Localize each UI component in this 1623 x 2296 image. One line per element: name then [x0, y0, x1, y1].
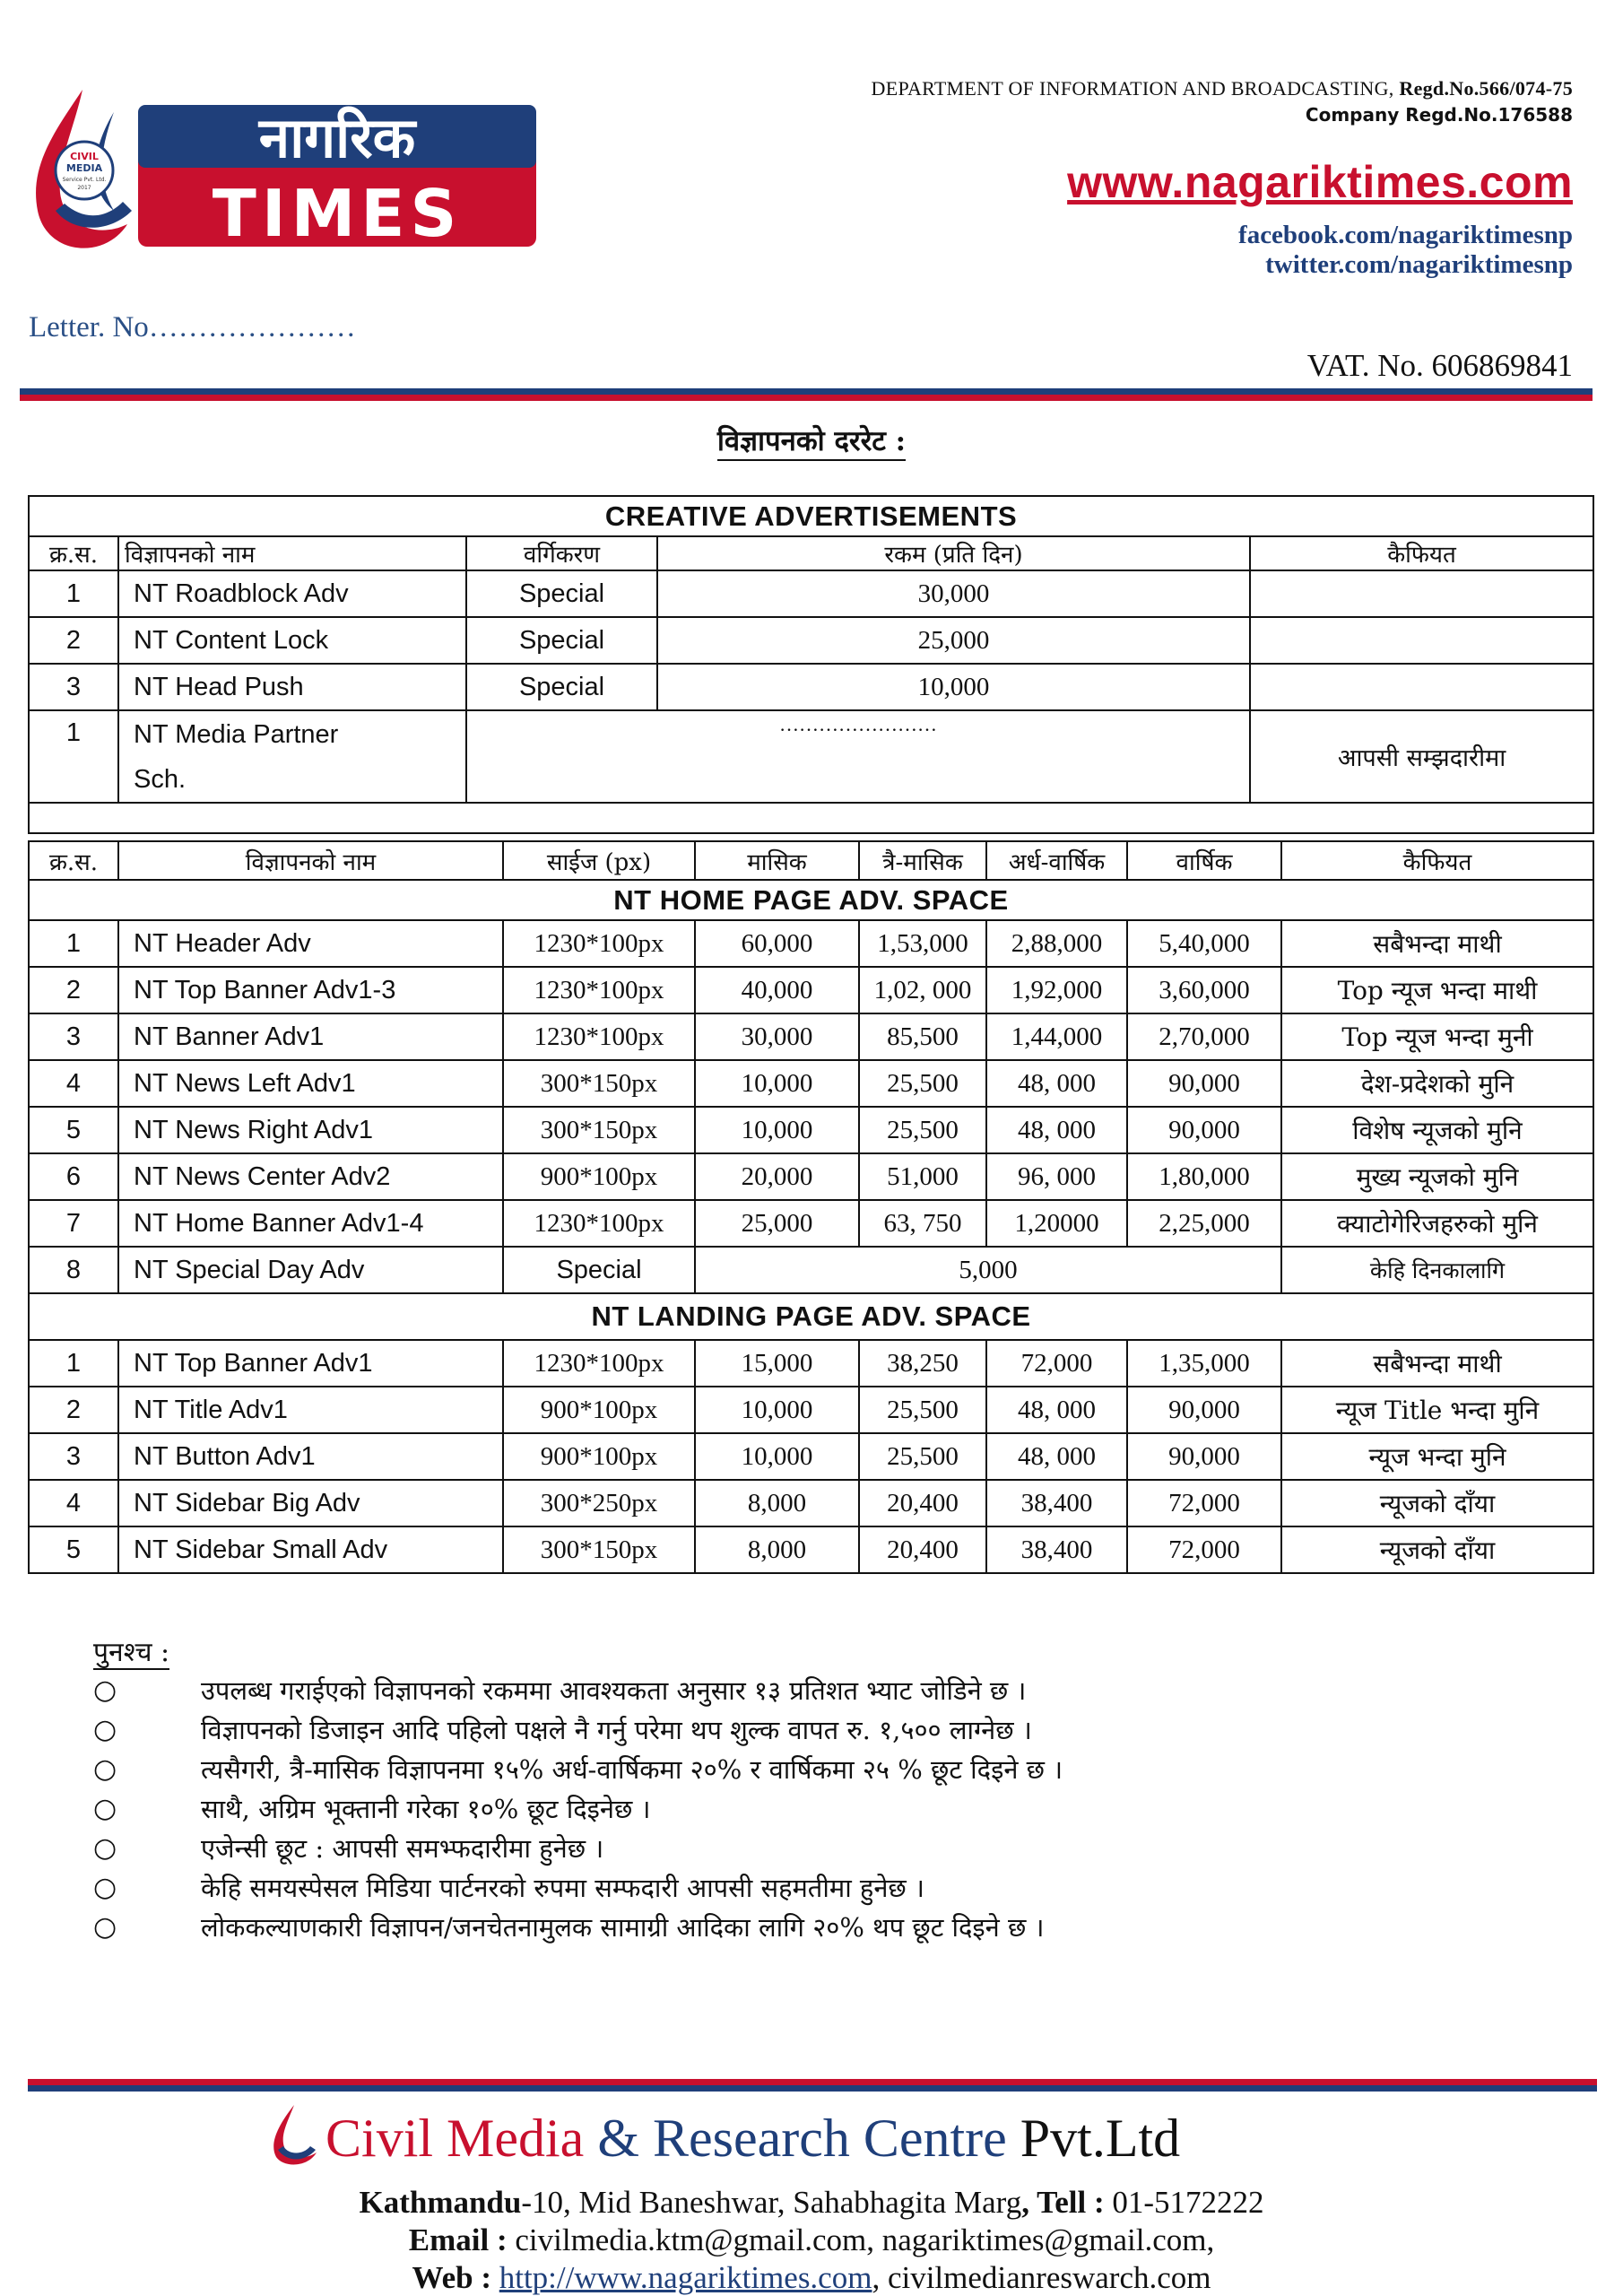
cell-ad-name: NT Top Banner Adv1-3 — [118, 967, 503, 1013]
cell-remarks: विशेष न्यूजको मुनि — [1281, 1107, 1593, 1153]
cell-sn: 7 — [29, 1200, 118, 1247]
cell-yearly: 2,25,000 — [1127, 1200, 1281, 1247]
bullet-icon: ○ — [93, 1871, 117, 1903]
table-row — [29, 570, 1593, 617]
table-header-row — [29, 841, 1593, 880]
footer-divider-blue — [28, 2085, 1597, 2092]
header-remarks: कैफियत — [1281, 841, 1593, 880]
table-row — [29, 1013, 1593, 1060]
table-row — [29, 1247, 1593, 1293]
note-text: विज्ञापनको डिजाइन आदि पहिलो पक्षले नै गर्नु परेमा थप शुल्क वापत रु. १,५०० लाग्नेछ । — [201, 1714, 1032, 1745]
cell-quarterly: 63, 750 — [859, 1200, 986, 1247]
cell-remarks — [1250, 570, 1593, 617]
cell-sn: 4 — [29, 1060, 118, 1107]
table-row — [29, 920, 1593, 967]
facebook-link[interactable]: facebook.com/nagariktimesnp — [1238, 221, 1573, 249]
tel-label: , Tell : — [1021, 2185, 1105, 2220]
cell-sn: 3 — [29, 1013, 118, 1060]
cell-yearly: 5,40,000 — [1127, 920, 1281, 967]
cell-size: 1230*100px — [503, 1013, 695, 1060]
header-monthly: मासिक — [695, 841, 859, 880]
civil-media-emblem-icon — [267, 2103, 323, 2168]
letter-number-field: Letter. No………………… — [29, 311, 356, 344]
table-row — [29, 1340, 1593, 1387]
cell-ad-name: NT Roadblock Adv — [118, 570, 466, 617]
company-name-part-2: & Research Centre — [597, 2109, 1007, 2168]
footer-web — [0, 2260, 1623, 2296]
cell-ad-name: NT News Right Adv1 — [118, 1107, 503, 1153]
creative-section-title: CREATIVE ADVERTISEMENTS — [29, 496, 1593, 536]
cell-remarks: सबैभन्दा माथी — [1281, 920, 1593, 967]
cell-sn: 1 — [29, 920, 118, 967]
cell-monthly: 8,000 — [695, 1526, 859, 1573]
table-row — [29, 967, 1593, 1013]
ad-name-line-1: NT Media Partner — [134, 719, 339, 749]
header-sn: क्र.स. — [29, 841, 118, 880]
cell-half-yearly: 2,88,000 — [986, 920, 1127, 967]
cell-quarterly: 25,500 — [859, 1107, 986, 1153]
list-item — [93, 1867, 1063, 1907]
cell-half-yearly: 38,400 — [986, 1526, 1127, 1573]
table-row — [29, 1107, 1593, 1153]
cell-ad-name: NT Button Adv1 — [118, 1433, 503, 1480]
cell-sn: 2 — [29, 967, 118, 1013]
list-item — [93, 1828, 1063, 1867]
cell-monthly: 10,000 — [695, 1060, 859, 1107]
landing-section-title: NT LANDING PAGE ADV. SPACE — [29, 1293, 1593, 1340]
header-sn: क्र.स. — [29, 536, 118, 570]
cell-remarks: न्यूजको दाँया — [1281, 1480, 1593, 1526]
cell-ad-name: NT Banner Adv1 — [118, 1013, 503, 1060]
header-quarterly: त्रै-मासिक — [859, 841, 986, 880]
header-half-yearly: अर्ध-वार्षिक — [986, 841, 1127, 880]
list-item — [93, 1709, 1063, 1749]
cell-quarterly: 51,000 — [859, 1153, 986, 1200]
list-item — [93, 1749, 1063, 1788]
cell-amount-dotted: …………………… — [466, 710, 1250, 803]
cell-ad-name: NT Head Push — [118, 664, 466, 710]
rate-title-text: विज्ञापनको दररेट : — [717, 425, 906, 461]
cell-size: 1230*100px — [503, 1340, 695, 1387]
cell-monthly: 10,000 — [695, 1107, 859, 1153]
cell-yearly: 1,80,000 — [1127, 1153, 1281, 1200]
cell-remarks: Top न्यूज भन्दा माथी — [1281, 967, 1593, 1013]
cell-ad-name: NT Special Day Adv — [118, 1247, 503, 1293]
cell-half-yearly: 48, 000 — [986, 1107, 1127, 1153]
notes-heading — [93, 1632, 169, 1669]
cell-size: 1230*100px — [503, 920, 695, 967]
badge-line-1: CIVIL — [70, 151, 99, 162]
cell-monthly: 25,000 — [695, 1200, 859, 1247]
cell-yearly: 90,000 — [1127, 1060, 1281, 1107]
cell-yearly: 90,000 — [1127, 1433, 1281, 1480]
creative-ads-table — [28, 495, 1594, 834]
header-amount: रकम (प्रति दिन) — [657, 536, 1250, 570]
department-line — [872, 77, 1573, 100]
notes-list — [93, 1670, 1063, 1946]
bullet-icon: ○ — [93, 1910, 117, 1943]
twitter-link[interactable]: twitter.com/nagariktimesnp — [1265, 250, 1573, 279]
cell-half-yearly: 1,20000 — [986, 1200, 1127, 1247]
table-row — [29, 1153, 1593, 1200]
table-header-row — [29, 536, 1593, 570]
cell-yearly: 1,35,000 — [1127, 1340, 1281, 1387]
note-text: लोककल्याणकारी विज्ञापन/जनचेतनामुलक सामाग्री आदिका लागि २०% थप छूट दिइने छ । — [201, 1911, 1045, 1943]
cell-remarks — [1250, 664, 1593, 710]
table-row — [29, 1526, 1593, 1573]
cell-size: 300*150px — [503, 1060, 695, 1107]
cell-sn: 6 — [29, 1153, 118, 1200]
header-remarks: कैफियत — [1250, 536, 1593, 570]
cell-quarterly: 85,500 — [859, 1013, 986, 1060]
cell-ad-name: NT News Center Adv2 — [118, 1153, 503, 1200]
notes-heading-text: पुनश्च : — [93, 1637, 170, 1668]
cell-ad-name — [118, 710, 466, 803]
cell-half-yearly: 48, 000 — [986, 1387, 1127, 1433]
web-label: Web : — [412, 2260, 491, 2295]
section-title-row — [29, 496, 1593, 536]
cell-amount: 5,000 — [695, 1247, 1281, 1293]
company-regd: Company Regd.No.176588 — [1305, 104, 1573, 126]
website-link[interactable]: www.nagariktimes.com — [1067, 157, 1573, 207]
cell-remarks: क्याटोगेरिजहरुको मुनि — [1281, 1200, 1593, 1247]
email-label: Email : — [408, 2222, 508, 2257]
tel-number: 01-5172222 — [1112, 2185, 1264, 2220]
cell-sn: 8 — [29, 1247, 118, 1293]
note-text: एजेन्सी छूट : आपसी समभ्फदारीमा हुनेछ । — [201, 1832, 604, 1864]
cell-yearly: 90,000 — [1127, 1387, 1281, 1433]
note-text: केहि समयस्पेसल मिडिया पार्टनरको रुपमा सम्फदारी आपसी सहमतीमा हुनेछ । — [201, 1872, 924, 1903]
cell-quarterly: 25,500 — [859, 1060, 986, 1107]
cell-quarterly: 1,02, 000 — [859, 967, 986, 1013]
cell-amount: 25,000 — [657, 617, 1250, 664]
footer-address — [0, 2185, 1623, 2221]
cell-half-yearly: 72,000 — [986, 1340, 1127, 1387]
web-rest: , civilmedianreswarch.com — [872, 2260, 1211, 2295]
cell-quarterly: 25,500 — [859, 1433, 986, 1480]
cell-sn: 5 — [29, 1526, 118, 1573]
cell-ad-name: NT Home Banner Adv1-4 — [118, 1200, 503, 1247]
home-section-title: NT HOME PAGE ADV. SPACE — [29, 880, 1593, 920]
header-category: वर्गिकरण — [466, 536, 657, 570]
cell-half-yearly: 48, 000 — [986, 1433, 1127, 1480]
cell-quarterly: 38,250 — [859, 1340, 986, 1387]
cell-ad-name: NT News Left Adv1 — [118, 1060, 503, 1107]
cell-yearly: 72,000 — [1127, 1526, 1281, 1573]
note-text: साथै, अग्रिम भूक्तानी गरेका १०% छूट दिइनेछ । — [201, 1793, 651, 1824]
header-yearly: वार्षिक — [1127, 841, 1281, 880]
bullet-icon: ○ — [93, 1792, 117, 1824]
cell-remarks: आपसी सम्झदारीमा — [1250, 710, 1593, 803]
rate-title — [0, 422, 1623, 459]
cell-ad-name: NT Sidebar Small Adv — [118, 1526, 503, 1573]
cell-ad-name: NT Header Adv — [118, 920, 503, 967]
cell-half-yearly: 38,400 — [986, 1480, 1127, 1526]
cell-sn: 1 — [29, 710, 118, 803]
table-row — [29, 1387, 1593, 1433]
list-item — [93, 1670, 1063, 1709]
cell-half-yearly: 96, 000 — [986, 1153, 1127, 1200]
home-rows — [29, 920, 1593, 1247]
cell-monthly: 30,000 — [695, 1013, 859, 1060]
header-ad-name: विज्ञापनको नाम — [118, 841, 503, 880]
bullet-icon: ○ — [93, 1674, 117, 1706]
cell-sn: 3 — [29, 1433, 118, 1480]
note-text: उपलब्ध गराईएको विज्ञापनको रकममा आवश्यकता अनुसार १३ प्रतिशत भ्याट जोडिने छ । — [201, 1674, 1027, 1706]
cell-quarterly: 20,400 — [859, 1480, 986, 1526]
nagarik-times-logo — [20, 76, 540, 265]
cell-size: Special — [503, 1247, 695, 1293]
footer-email — [0, 2222, 1623, 2258]
table-row — [29, 1433, 1593, 1480]
cell-remarks: देश-प्रदेशको मुनि — [1281, 1060, 1593, 1107]
badge-line-4: 2017 — [77, 185, 91, 191]
note-text: त्यसैगरी, त्रै-मासिक विज्ञापनमा १५% अर्ध-वार्षिकमा २०% र वार्षिकमा २५ % छूट दिइने छ । — [201, 1753, 1063, 1785]
cell-size: 900*100px — [503, 1387, 695, 1433]
cell-monthly: 15,000 — [695, 1340, 859, 1387]
cell-remarks: न्यूज भन्दा मुनि — [1281, 1433, 1593, 1480]
company-name-part-3: Pvt.Ltd — [1020, 2109, 1181, 2168]
company-name-part-1: Civil Media — [325, 2109, 585, 2168]
department-text: DEPARTMENT OF INFORMATION AND BROADCASTING, — [871, 77, 1394, 100]
cell-monthly: 20,000 — [695, 1153, 859, 1200]
cell-sn: 3 — [29, 664, 118, 710]
cell-half-yearly: 1,92,000 — [986, 967, 1127, 1013]
header-ad-name: विज्ञापनको नाम — [118, 536, 466, 570]
section-title-row — [29, 1293, 1593, 1340]
cell-monthly: 10,000 — [695, 1433, 859, 1480]
table-row — [29, 664, 1593, 710]
blank-spacer-row — [29, 803, 1593, 833]
cell-yearly: 72,000 — [1127, 1480, 1281, 1526]
section-title-row — [29, 880, 1593, 920]
cell-sn: 1 — [29, 1340, 118, 1387]
cell-remarks: न्यूजको दाँया — [1281, 1526, 1593, 1573]
cell-monthly: 10,000 — [695, 1387, 859, 1433]
cell-size: 300*250px — [503, 1480, 695, 1526]
cell-size: 900*100px — [503, 1153, 695, 1200]
cell-yearly: 90,000 — [1127, 1107, 1281, 1153]
cell-size: 900*100px — [503, 1433, 695, 1480]
cell-yearly: 2,70,000 — [1127, 1013, 1281, 1060]
footer-divider-red — [28, 2079, 1597, 2085]
cell-remarks — [1250, 617, 1593, 664]
address-city: Kathmandu — [359, 2185, 522, 2220]
cell-remarks: मुख्य न्यूजको मुनि — [1281, 1153, 1593, 1200]
cell-ad-name: NT Top Banner Adv1 — [118, 1340, 503, 1387]
cell-category: Special — [466, 664, 657, 710]
cell-category: Special — [466, 617, 657, 664]
badge-line-3: Service Pvt. Ltd. — [62, 177, 107, 183]
cell-half-yearly: 48, 000 — [986, 1060, 1127, 1107]
cell-sn: 2 — [29, 1387, 118, 1433]
list-item — [93, 1907, 1063, 1946]
cell-size: 300*150px — [503, 1107, 695, 1153]
cell-yearly: 3,60,000 — [1127, 967, 1281, 1013]
table-row — [29, 617, 1593, 664]
web-link[interactable]: http://www.nagariktimes.com — [499, 2260, 872, 2295]
table-row — [29, 1200, 1593, 1247]
cell-monthly: 8,000 — [695, 1480, 859, 1526]
cell-size: 1230*100px — [503, 967, 695, 1013]
cell-size: 300*150px — [503, 1526, 695, 1573]
cell-quarterly: 1,53,000 — [859, 920, 986, 967]
footer-company-name — [325, 2108, 1180, 2170]
wordmark-times: TIMES — [212, 176, 463, 251]
cell-amount: 10,000 — [657, 664, 1250, 710]
cell-amount: 30,000 — [657, 570, 1250, 617]
blank-cell — [29, 803, 1593, 833]
cell-sn: 2 — [29, 617, 118, 664]
regd-no: Regd.No.566/074-75 — [1399, 77, 1573, 100]
ad-name-line-2: Sch. — [134, 764, 187, 794]
table-row — [29, 1480, 1593, 1526]
cell-ad-name: NT Title Adv1 — [118, 1387, 503, 1433]
bullet-icon: ○ — [93, 1831, 117, 1864]
cell-sn: 4 — [29, 1480, 118, 1526]
cell-remarks: केहि दिनकालागि — [1281, 1247, 1593, 1293]
cell-size: 1230*100px — [503, 1200, 695, 1247]
cell-remarks: सबैभन्दा माथी — [1281, 1340, 1593, 1387]
cell-quarterly: 20,400 — [859, 1526, 986, 1573]
rates-table — [28, 840, 1594, 1574]
header-size: साईज (px) — [503, 841, 695, 880]
cell-remarks: Top न्यूज भन्दा मुनी — [1281, 1013, 1593, 1060]
cell-ad-name: NT Sidebar Big Adv — [118, 1480, 503, 1526]
cell-half-yearly: 1,44,000 — [986, 1013, 1127, 1060]
cell-sn: 5 — [29, 1107, 118, 1153]
bullet-icon: ○ — [93, 1752, 117, 1785]
bullet-icon: ○ — [93, 1713, 117, 1745]
cell-ad-name: NT Content Lock — [118, 617, 466, 664]
header-divider-blue — [20, 388, 1593, 395]
vat-number: VAT. No. 606869841 — [1306, 348, 1573, 383]
table-row — [29, 710, 1593, 803]
header-contact-block — [872, 77, 1573, 280]
table-row — [29, 1060, 1593, 1107]
email-addresses[interactable]: civilmedia.ktm@gmail.com, nagariktimes@gmail.com, — [515, 2222, 1215, 2257]
cell-monthly: 60,000 — [695, 920, 859, 967]
cell-remarks: न्यूज Title भन्दा मुनि — [1281, 1387, 1593, 1433]
wordmark-nagarik: नागरिक — [258, 105, 416, 170]
list-item — [93, 1788, 1063, 1828]
badge-line-2: MEDIA — [65, 162, 103, 174]
cell-quarterly: 25,500 — [859, 1387, 986, 1433]
cell-monthly: 40,000 — [695, 967, 859, 1013]
cell-category: Special — [466, 570, 657, 617]
cell-sn: 1 — [29, 570, 118, 617]
landing-rows — [29, 1340, 1593, 1573]
header-divider-red — [20, 395, 1593, 401]
address-rest: -10, Mid Baneshwar, Sahabhagita Marg — [521, 2185, 1022, 2220]
